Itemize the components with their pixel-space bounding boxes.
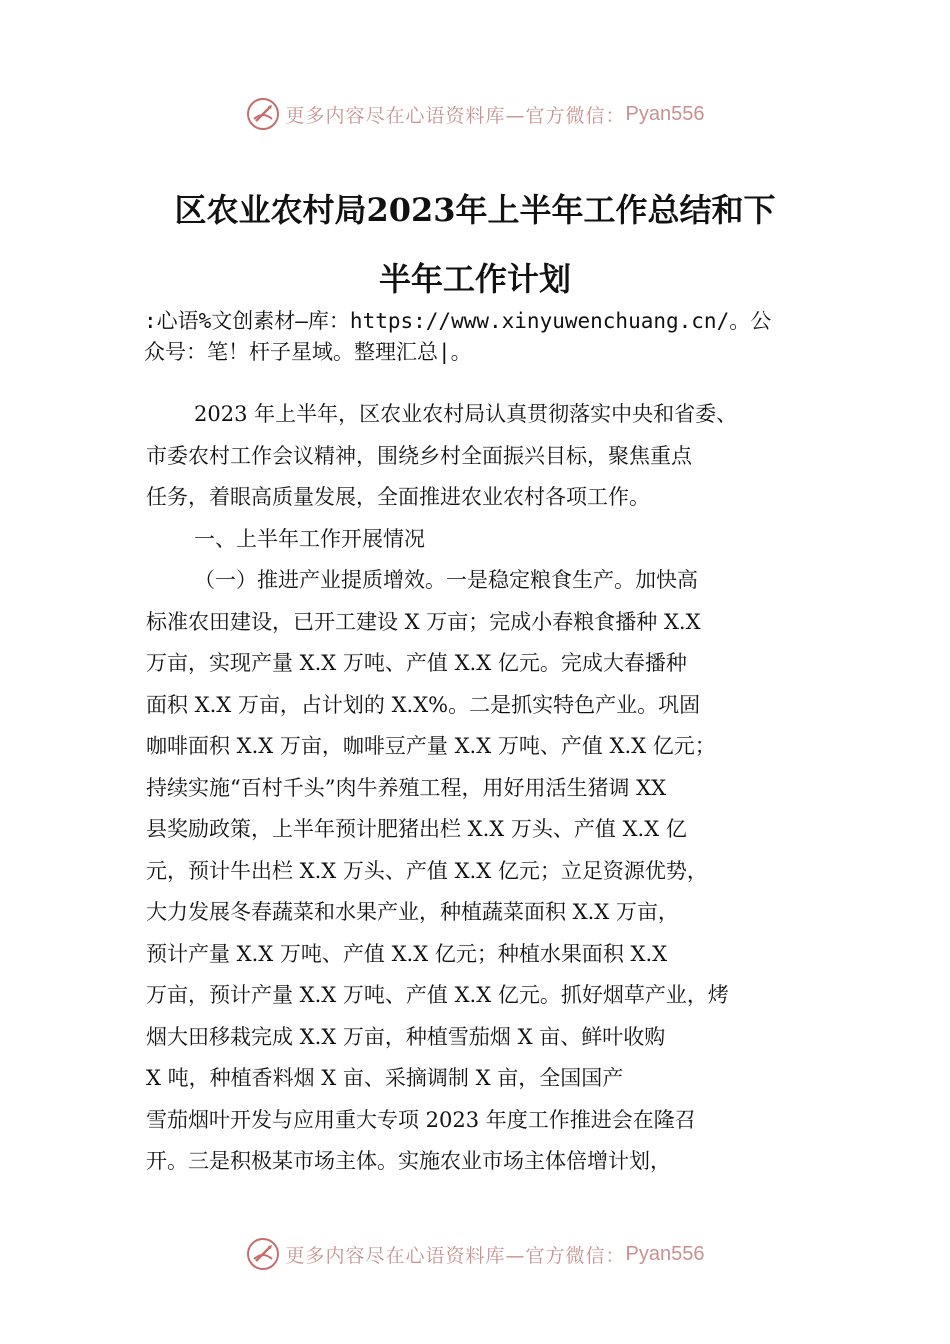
footer-watermark-banner — [0, 1232, 950, 1276]
banner-wechat-id: Pyan556 — [625, 1242, 705, 1265]
body-line: 元，预计牛出栏 X.X 万头、产值 X.X 亿元；立足资源优势， — [146, 858, 708, 883]
body-line: （一）推进产业提质增效。一是稳定粮食生产。加快高 — [194, 568, 698, 592]
source-note-line-1: :心语%文创素材—库：https://www.xinyuwenchuang.cn/。公 — [144, 309, 772, 333]
body-line: 开。三是积极某市场主体。实施农业市场主体倍增计划， — [146, 1149, 671, 1173]
source-note-line-2: 众号：笔！杆子星域。整理汇总|。 — [144, 340, 472, 364]
body-line: 市委农村工作会议精神，围绕乡村全面振兴目标，聚焦重点 — [146, 443, 692, 468]
body-line: 县奖励政策，上半年预计肥猪出栏 X.X 万头、产值 X.X 亿 — [146, 817, 687, 841]
book-pen-logo-icon — [246, 97, 280, 131]
document-title-line-2: 半年工作计划 — [378, 260, 571, 298]
body-line: 烟大田移栽完成 X.X 万亩，种植雪茄烟 X 亩、鲜叶收购 — [146, 1024, 666, 1049]
banner-wechat-id: Pyan556 — [625, 102, 705, 125]
body-line: 2023 年上半年，区农业农村局认真贯彻落实中央和省委、 — [194, 402, 738, 426]
source-note — [144, 306, 834, 368]
document-body — [146, 394, 836, 1183]
body-line: 万亩，实现产量 X.X 万吨、产值 X.X 亿元。完成大春播种 — [146, 651, 687, 675]
body-line: 任务，着眼高质量发展，全面推进农业农村各项工作。 — [146, 485, 650, 509]
body-line: 标准农田建设，已开工建设 X 万亩；完成小春粮食播种 X.X — [146, 609, 701, 634]
body-line: 万亩，预计产量 X.X 万吨、产值 X.X 亿元。抓好烟草产业，烤 — [146, 983, 729, 1007]
document-title-line-1: 区农业农村局2023年上半年工作总结和下 — [174, 191, 776, 229]
body-line: 咖啡面积 X.X 万亩，咖啡豆产量 X.X 万吨、产值 X.X 亿元； — [146, 734, 716, 758]
banner-text: 更多内容尽在心语资料库—官方微信： — [285, 104, 626, 127]
banner-text: 更多内容尽在心语资料库—官方微信： — [285, 1244, 626, 1267]
body-line: 持续实施“百村千头”肉牛养殖工程，用好用活生猪调 XX — [146, 775, 667, 800]
body-line: 大力发展冬春蔬菜和水果产业，种植蔬菜面积 X.X 万亩， — [146, 900, 679, 924]
body-line: 雪茄烟叶开发与应用重大专项 2023 年度工作推进会在隆召 — [146, 1107, 696, 1132]
body-line: X 吨，种植香料烟 X 亩、采摘调制 X 亩，全国国产 — [146, 1066, 624, 1090]
section-heading: 一、上半年工作开展情况 — [194, 526, 425, 551]
book-pen-logo-icon — [246, 1237, 280, 1271]
body-line: 预计产量 X.X 万吨、产值 X.X 亿元；种植水果面积 X.X — [146, 941, 668, 966]
body-line: 面积 X.X 万亩，占计划的 X.X%。二是抓实特色产业。巩固 — [146, 692, 701, 717]
header-watermark-banner — [0, 92, 950, 136]
